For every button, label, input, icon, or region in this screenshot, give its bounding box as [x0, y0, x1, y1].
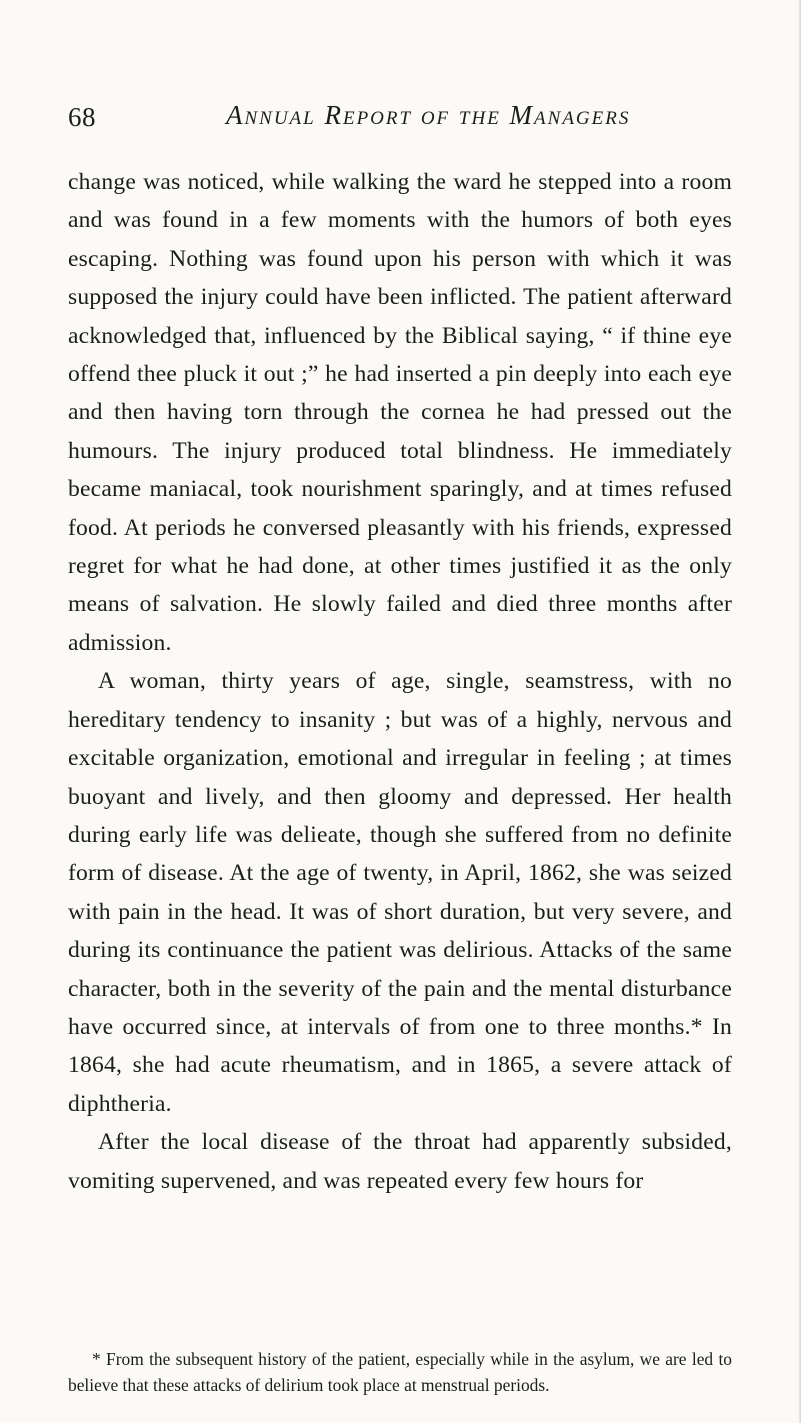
paragraph-3: After the local disease of the throat had apparently subsided, vomiting supervened, and was repeated every few hours for	[68, 1129, 732, 1194]
page-number: 68	[68, 102, 96, 132]
paragraph-1: change was noticed, while walking the ward he stepped into a room and was found in a few moments with the humors of both eyes escaping. Nothing was found upon his person with which it was supposed the injury could have been inflicted. The patient afterward acknowledged that, influenced by the Biblical saying, “ if thine eye offend thee pluck it out ;” he had inserted a pin deeply into each eye and then having torn through the cornea he had pressed out the humours. The injury produced total blindness. He immediately became maniacal, took nourishment sparingly, and at times refused food. At periods he conversed pleasantly with his friends, expressed regret for what he had done, at other times justified it as the only means of salvation. He slowly failed and died three months after admission.	[68, 169, 732, 656]
paragraph-2: A woman, thirty years of age, single, seamstress, with no hereditary tendency to insanity ; but was of a highly, nervous and excitable organization, emotional and irregular in feeling ; at times buoyant and lively, and then gloomy and depressed. Her health during early life was delieate, though she suffered from no definite form of disease. At the age of twenty, in April, 1862, she was seized with pain in the head. It was of short duration, but very severe, and during its continuance the patient was delirious. Attacks of the same character, both in the severity of the pain and the mental disturbance have occurred since, at intervals of from one to three months.* In 1864, she had acute rheumatism, and in 1865, a severe attack of diphtheria.	[68, 668, 732, 1117]
running-title: Annual Report of the Managers	[226, 100, 631, 130]
running-head	[68, 100, 728, 140]
footnote	[68, 1346, 732, 1398]
body-text	[68, 163, 732, 1200]
footnote-text: * From the subsequent history of the patient, especially while in the asylum, we are led to believe that these attacks of delirium took place at menstrual periods.	[68, 1349, 732, 1395]
